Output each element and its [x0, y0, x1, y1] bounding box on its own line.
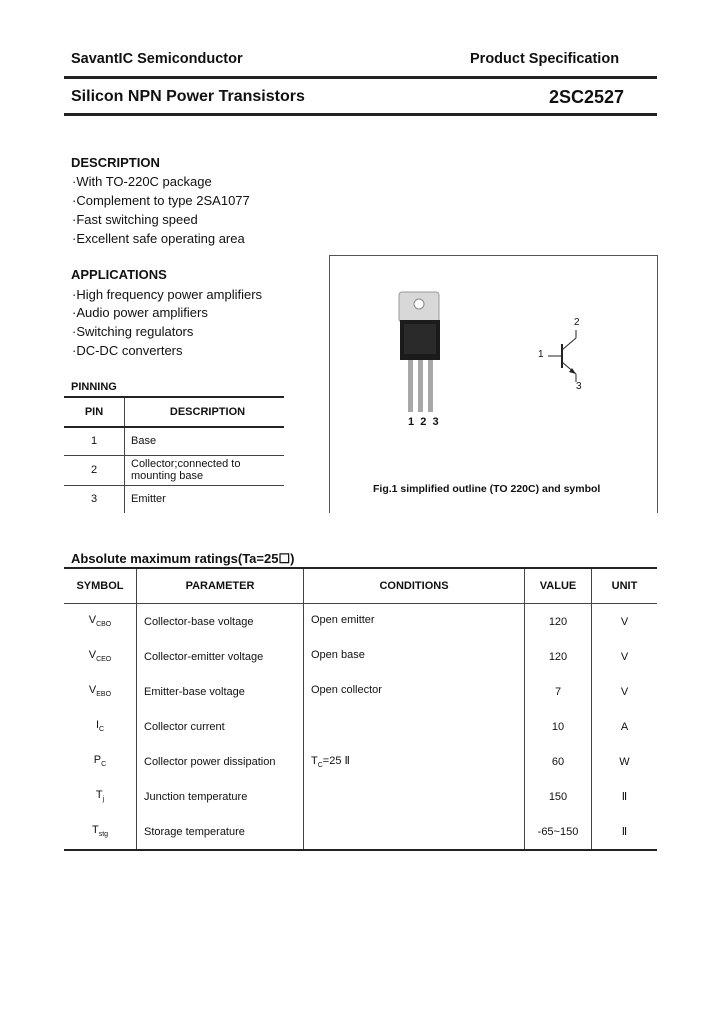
symbol-subscript: C	[101, 761, 107, 769]
package-body-face	[404, 324, 436, 354]
pin-description	[125, 455, 285, 485]
rating-condition	[304, 814, 525, 850]
table-row	[64, 674, 657, 709]
rating-symbol	[64, 604, 137, 640]
rating-parameter: Storage temperature	[137, 814, 304, 850]
table-row	[64, 604, 657, 640]
rating-unit: A	[620, 720, 629, 733]
table-row	[64, 814, 657, 850]
symbol-letter: I	[95, 719, 99, 732]
description-item: ·With TO-220C package	[72, 174, 212, 189]
symbol-subscript: stg	[98, 831, 109, 839]
symbol-letter: T	[95, 789, 103, 802]
pin-number: 1	[64, 427, 125, 455]
application-item: ·Switching regulators	[72, 324, 194, 339]
pin-number: 3	[64, 485, 125, 513]
pin-description-line: mounting base	[131, 470, 204, 482]
application-item: ·High frequency power amplifiers	[72, 287, 263, 302]
table-row	[64, 779, 657, 814]
conditions-column-header: CONDITIONS	[304, 568, 525, 604]
rating-symbol	[64, 814, 137, 850]
symbol-letter: T	[91, 824, 99, 837]
pin-column-header: PIN	[64, 397, 125, 427]
symbol-column-header: SYMBOL	[64, 568, 137, 604]
mounting-hole	[414, 299, 424, 309]
condition-text: Open collector	[311, 684, 382, 697]
rating-unit: Ⅱ	[621, 791, 628, 803]
lead-3	[428, 360, 433, 412]
value-column-header: VALUE	[525, 568, 592, 604]
rating-parameter: Collector power dissipation	[137, 744, 304, 779]
rating-unit: V	[620, 685, 629, 698]
ratings-table	[64, 567, 657, 851]
rating-condition	[304, 674, 525, 709]
rating-condition	[304, 709, 525, 744]
header-rule	[64, 76, 657, 79]
rating-symbol	[64, 779, 137, 814]
rating-parameter: Collector-base voltage	[137, 604, 304, 640]
rating-value: 120	[525, 604, 592, 640]
symbol-letter: V	[88, 684, 97, 697]
company-name: SavantIC Semiconductor	[71, 51, 243, 67]
rating-parameter: Collector-emitter voltage	[137, 639, 304, 674]
condition-text: T	[311, 754, 318, 767]
pinning-header-row	[64, 397, 284, 427]
condition-suffix: =25 Ⅱ	[322, 754, 350, 767]
part-number: 2SC2527	[549, 87, 625, 107]
description-item: ·Complement to type 2SA1077	[72, 193, 250, 208]
rating-unit: V	[620, 615, 629, 628]
symbol-subscript: CEO	[96, 656, 112, 664]
symbol-letter: V	[88, 614, 97, 627]
table-row	[64, 455, 284, 485]
pinning-heading: PINNING	[71, 381, 117, 393]
rating-condition	[304, 744, 525, 779]
package-outline-illustration	[330, 256, 657, 513]
lead-2	[418, 360, 423, 412]
table-row	[64, 427, 284, 455]
table-row	[64, 639, 657, 674]
unit-column-header: UNIT	[592, 568, 658, 604]
condition-subscript: C	[317, 762, 323, 770]
rating-unit: V	[620, 650, 629, 663]
symbol-subscript: EBO	[96, 691, 112, 699]
rating-symbol	[64, 709, 137, 744]
table-row	[64, 485, 284, 513]
rating-unit: Ⅱ	[592, 814, 658, 850]
pin-number: 2	[64, 455, 125, 485]
rating-value: 60	[525, 744, 592, 779]
ratings-body	[64, 604, 657, 851]
ratings-heading: Absolute maximum ratings(Ta=25☐)	[71, 551, 295, 566]
figure-box	[329, 255, 658, 513]
applications-heading: APPLICATIONS	[71, 267, 167, 282]
rating-condition	[304, 639, 525, 674]
pin-description: Emitter	[125, 485, 285, 513]
symbol-subscript: C	[99, 726, 105, 734]
rating-value: 120	[525, 639, 592, 674]
rating-parameter: Collector current	[137, 709, 304, 744]
rating-parameter: Junction temperature	[137, 779, 304, 814]
table-row	[64, 709, 657, 744]
document-type: Product Specification	[470, 51, 620, 67]
condition-text: Open base	[311, 649, 365, 662]
application-item: ·Audio power amplifiers	[72, 305, 208, 320]
description-item: ·Fast switching speed	[72, 212, 198, 227]
rating-value: 7	[525, 674, 592, 709]
rating-symbol	[64, 639, 137, 674]
rating-value: -65~150	[525, 814, 592, 850]
condition-text: Open emitter	[311, 614, 375, 627]
parameter-column-header: PARAMETER	[137, 568, 304, 604]
pin-description-line: Collector;connected to	[131, 458, 241, 470]
rating-parameter: Emitter-base voltage	[137, 674, 304, 709]
rating-value: 10	[525, 709, 592, 744]
lead-1	[408, 360, 413, 412]
figure-caption: Fig.1 simplified outline (TO 220C) and symbol	[373, 483, 601, 495]
description-heading: DESCRIPTION	[71, 155, 160, 170]
symbol-base-label: 1	[538, 349, 544, 360]
symbol-letter: V	[88, 649, 97, 662]
pin-description: Base	[125, 427, 285, 455]
symbol-collector-label: 2	[574, 317, 580, 328]
symbol-subscript: CBO	[96, 621, 112, 629]
rating-value: 150	[525, 779, 592, 814]
pin-number-labels: 1 2 3	[408, 416, 439, 428]
table-row	[64, 744, 657, 779]
collector-line	[562, 338, 576, 350]
rating-condition	[304, 779, 525, 814]
description-column-header: DESCRIPTION	[125, 397, 285, 427]
symbol-letter: P	[93, 754, 102, 767]
rating-unit: W	[619, 755, 630, 768]
rating-symbol	[64, 744, 137, 779]
ratings-header-row	[64, 568, 657, 604]
title-rule	[64, 113, 657, 116]
description-item: ·Excellent safe operating area	[72, 231, 245, 246]
symbol-subscript: j	[102, 796, 105, 804]
product-title: Silicon NPN Power Transistors	[71, 88, 305, 105]
application-item: ·DC-DC converters	[72, 343, 183, 358]
rating-condition	[304, 604, 525, 640]
symbol-emitter-label: 3	[576, 381, 582, 392]
pinning-table	[64, 396, 284, 513]
rating-symbol	[64, 674, 137, 709]
